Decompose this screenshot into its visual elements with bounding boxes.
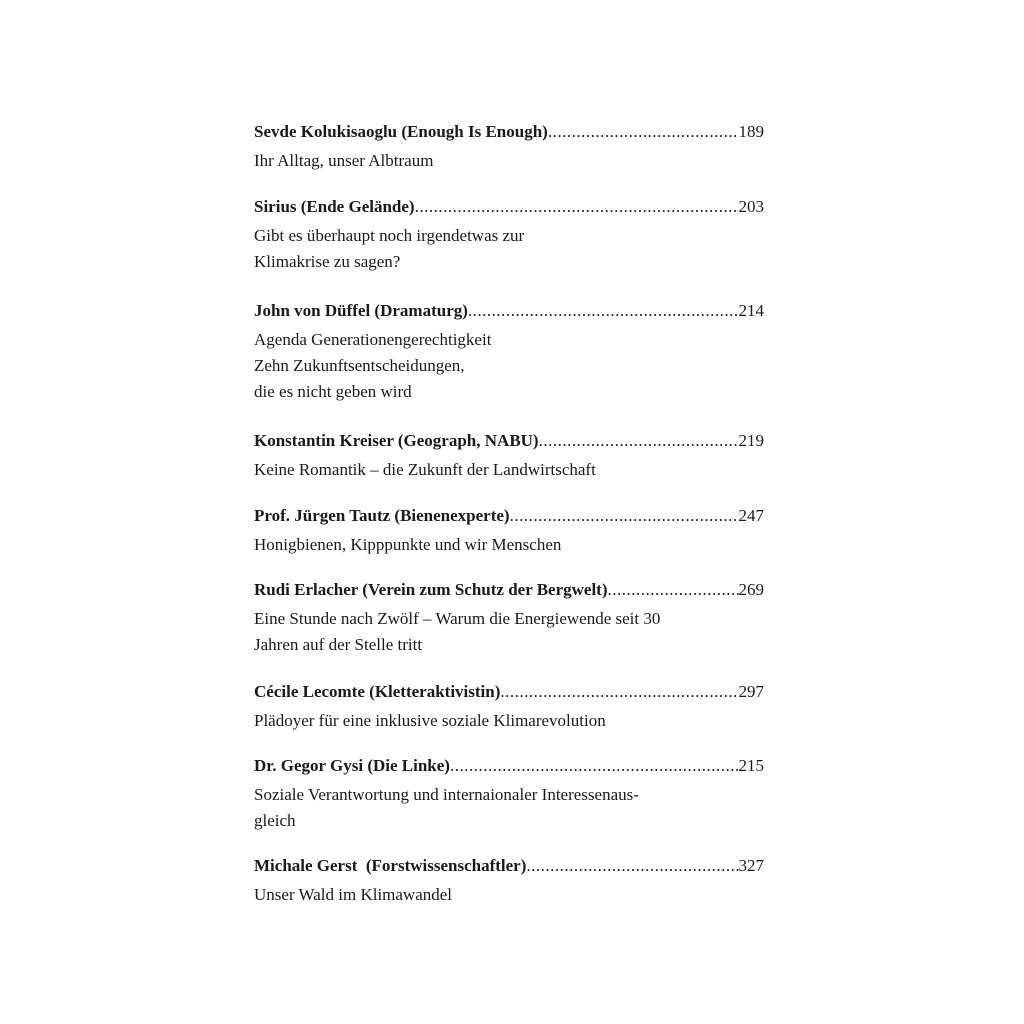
toc-subtitle-line: die es nicht geben wird bbox=[254, 382, 412, 401]
toc-author: Sevde Kolukisaoglu (Enough Is Enough) bbox=[254, 122, 548, 141]
toc-subtitle-line: Eine Stunde nach Zwölf – Warum die Energiewende seit 30 bbox=[254, 609, 661, 628]
toc-dot-leader bbox=[510, 503, 739, 529]
toc-page-number: 269 bbox=[738, 580, 764, 599]
toc-author: Michale Gerst (Forstwissenschaftler) bbox=[254, 856, 527, 875]
toc-author: Sirius (Ende Gelände) bbox=[254, 197, 415, 216]
table-of-contents bbox=[254, 119, 764, 913]
toc-entry bbox=[254, 503, 764, 577]
toc-dot-leader bbox=[526, 853, 738, 879]
toc-author: Rudi Erlacher (Verein zum Schutz der Bergwelt) bbox=[254, 580, 608, 599]
toc-page-number: 214 bbox=[738, 301, 764, 320]
toc-heading-line bbox=[254, 753, 764, 779]
toc-subtitle bbox=[254, 708, 764, 734]
toc-subtitle-line: Plädoyer für eine inklusive soziale Klimarevolution bbox=[254, 711, 606, 730]
toc-subtitle-line: Honigbienen, Kipppunkte und wir Menschen bbox=[254, 535, 562, 554]
toc-author: John von Düffel (Dramaturg) bbox=[254, 301, 468, 320]
toc-subtitle-line: Jahren auf der Stelle tritt bbox=[254, 635, 423, 654]
toc-page-number: 215 bbox=[738, 756, 764, 775]
toc-subtitle-line: gleich bbox=[254, 811, 296, 830]
toc-heading-line bbox=[254, 853, 764, 879]
toc-page-number: 219 bbox=[738, 431, 764, 450]
toc-dot-leader bbox=[450, 753, 739, 779]
toc-heading-line bbox=[254, 298, 764, 324]
toc-subtitle bbox=[254, 882, 764, 908]
toc-subtitle-line: Klimakrise zu sagen? bbox=[254, 252, 401, 271]
toc-subtitle bbox=[254, 457, 764, 483]
toc-heading-line bbox=[254, 428, 764, 454]
toc-entry bbox=[254, 119, 764, 194]
toc-subtitle-line: Gibt es überhaupt noch irgendetwas zur bbox=[254, 226, 525, 245]
toc-entry bbox=[254, 194, 764, 298]
toc-entry bbox=[254, 298, 764, 428]
toc-page-number: 327 bbox=[738, 856, 764, 875]
toc-heading-line bbox=[254, 119, 764, 145]
toc-author: Dr. Gegor Gysi (Die Linke) bbox=[254, 756, 450, 775]
toc-author: Konstantin Kreiser (Geograph, NABU) bbox=[254, 431, 539, 450]
toc-dot-leader bbox=[548, 119, 739, 145]
toc-dot-leader bbox=[500, 679, 738, 705]
toc-heading-line bbox=[254, 577, 764, 603]
toc-heading-line bbox=[254, 194, 764, 220]
toc-subtitle bbox=[254, 327, 764, 405]
toc-entry bbox=[254, 577, 764, 679]
toc-subtitle-line: Agenda Generationengerechtigkeit bbox=[254, 330, 492, 349]
toc-subtitle-line: Unser Wald im Klimawandel bbox=[254, 885, 453, 904]
toc-subtitle bbox=[254, 223, 764, 275]
toc-subtitle-line: Keine Romantik – die Zukunft der Landwirtschaft bbox=[254, 460, 596, 479]
toc-page-number: 247 bbox=[738, 506, 764, 525]
toc-dot-leader bbox=[539, 428, 739, 454]
toc-subtitle bbox=[254, 782, 764, 834]
toc-page-number: 189 bbox=[738, 122, 764, 141]
toc-subtitle bbox=[254, 606, 764, 658]
toc-entry bbox=[254, 679, 764, 753]
toc-subtitle-line: Soziale Verantwortung und internaionaler Interessenaus- bbox=[254, 785, 639, 804]
toc-dot-leader bbox=[415, 194, 739, 220]
toc-page-number: 297 bbox=[738, 682, 764, 701]
toc-subtitle-line: Ihr Alltag, unser Albtraum bbox=[254, 151, 434, 170]
toc-subtitle bbox=[254, 148, 764, 174]
toc-entry bbox=[254, 853, 764, 913]
toc-subtitle bbox=[254, 532, 764, 558]
toc-entry bbox=[254, 428, 764, 503]
toc-dot-leader bbox=[468, 298, 739, 324]
toc-entry bbox=[254, 753, 764, 853]
toc-author: Cécile Lecomte (Kletteraktivistin) bbox=[254, 682, 501, 701]
toc-page-number: 203 bbox=[738, 197, 764, 216]
toc-heading-line bbox=[254, 679, 764, 705]
toc-subtitle-line: Zehn Zukunftsentscheidungen, bbox=[254, 356, 465, 375]
toc-dot-leader bbox=[608, 577, 739, 603]
toc-heading-line bbox=[254, 503, 764, 529]
toc-author: Prof. Jürgen Tautz (Bienenexperte) bbox=[254, 506, 510, 525]
